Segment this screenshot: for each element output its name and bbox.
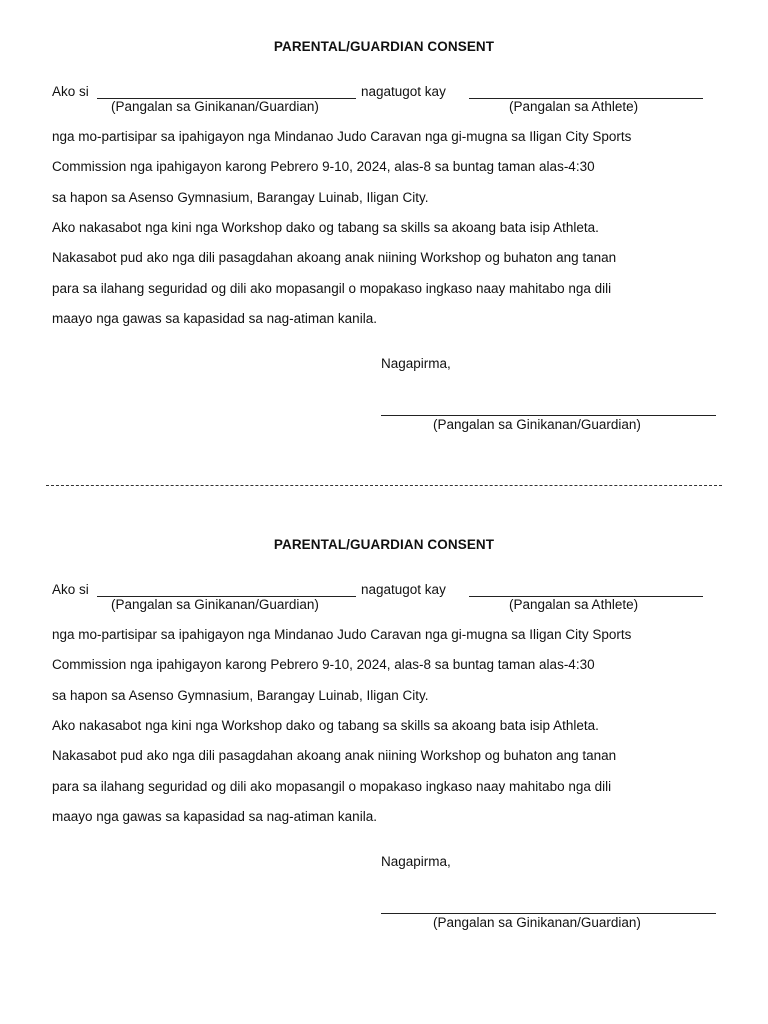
nagapirma-label: Nagapirma, — [381, 854, 451, 869]
body-line: para sa ilahang seguridad og dili ako mopasangil o mopakaso ingkaso naay mahitabo nga dili — [52, 281, 612, 296]
body-line: sa hapon sa Asenso Gymnasium, Barangay Luinab, Iligan City. — [52, 688, 429, 703]
nagatugot-kay-label: nagatugot kay — [361, 582, 446, 597]
consent-form-2 — [0, 498, 768, 930]
ako-si-label: Ako si — [52, 582, 89, 597]
body-line: Nakasabot pud ako nga dili pasagdahan akoang anak niining Workshop og buhaton ang tanan — [52, 748, 617, 763]
guardian-caption: (Pangalan sa Ginikanan/Guardian) — [111, 597, 319, 612]
body-line: Ako nakasabot nga kini nga Workshop dako og tabang sa skills sa akoang bata isip Athleta. — [52, 220, 599, 235]
form-title: PARENTAL/GUARDIAN CONSENT — [273, 39, 495, 54]
cut-line-divider — [46, 485, 722, 486]
consent-form-1 — [0, 0, 768, 432]
athlete-caption: (Pangalan sa Athlete) — [509, 99, 639, 114]
body-line: maayo nga gawas sa kapasidad sa nag-atiman kanila. — [52, 311, 377, 326]
body-line: Commission nga ipahigayon karong Pebrero 9-10, 2024, alas-8 sa buntag taman alas-4:30 — [52, 657, 595, 672]
guardian-caption: (Pangalan sa Ginikanan/Guardian) — [111, 99, 319, 114]
body-line: sa hapon sa Asenso Gymnasium, Barangay Luinab, Iligan City. — [52, 190, 429, 205]
nagatugot-kay-label: nagatugot kay — [361, 84, 446, 99]
body-line: Commission nga ipahigayon karong Pebrero 9-10, 2024, alas-8 sa buntag taman alas-4:30 — [52, 159, 595, 174]
body-line: maayo nga gawas sa kapasidad sa nag-atiman kanila. — [52, 809, 377, 824]
body-line: Nakasabot pud ako nga dili pasagdahan akoang anak niining Workshop og buhaton ang tanan — [52, 250, 617, 265]
nagapirma-label: Nagapirma, — [381, 356, 451, 371]
signature-caption: (Pangalan sa Ginikanan/Guardian) — [433, 915, 641, 930]
signature-blank[interactable] — [381, 913, 716, 914]
body-line: nga mo-partisipar sa ipahigayon nga Mindanao Judo Caravan nga gi-mugna sa Iligan City Sports — [52, 627, 632, 642]
athlete-caption: (Pangalan sa Athlete) — [509, 597, 639, 612]
body-line: para sa ilahang seguridad og dili ako mopasangil o mopakaso ingkaso naay mahitabo nga dili — [52, 779, 612, 794]
form-title: PARENTAL/GUARDIAN CONSENT — [273, 537, 495, 552]
signature-caption: (Pangalan sa Ginikanan/Guardian) — [433, 417, 641, 432]
signature-blank[interactable] — [381, 415, 716, 416]
body-line: nga mo-partisipar sa ipahigayon nga Mindanao Judo Caravan nga gi-mugna sa Iligan City Sports — [52, 129, 632, 144]
body-line: Ako nakasabot nga kini nga Workshop dako og tabang sa skills sa akoang bata isip Athleta. — [52, 718, 599, 733]
ako-si-label: Ako si — [52, 84, 89, 99]
